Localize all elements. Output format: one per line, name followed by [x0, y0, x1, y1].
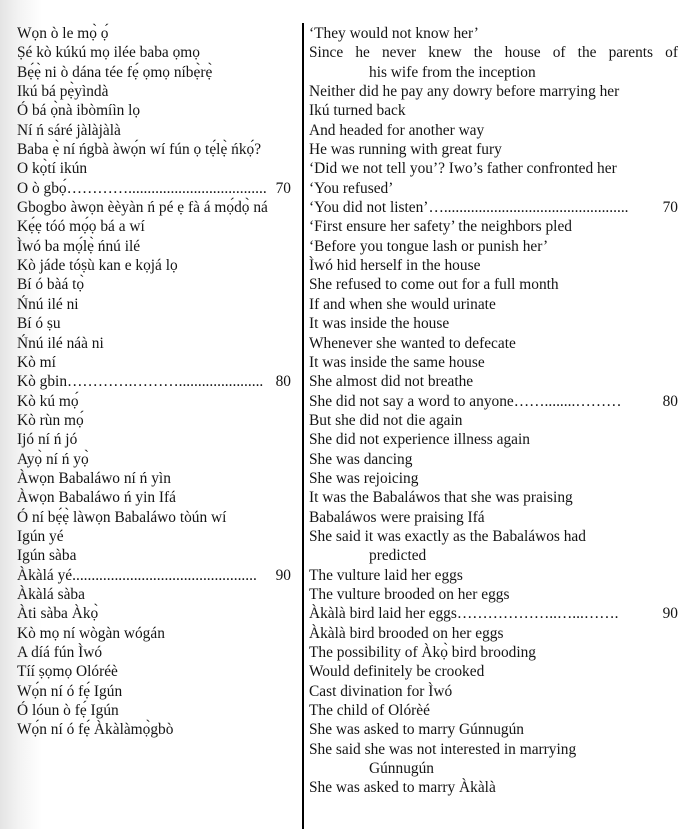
translation-text: She did not say a word to anyone [309, 392, 514, 410]
translation-line: She was rejoicing [309, 469, 419, 487]
verse-line: Ó lóun ò fẹ́ Igún [17, 702, 119, 720]
numbered-translation-line [309, 198, 678, 217]
translation-line: Since he never knew the house of the parents of [309, 44, 678, 62]
verse-line: Baba ẹ̀ ní ńgbà àwọ́n wí fún ọ tẹ́lẹ̀ ńkọ́? [17, 141, 262, 159]
verse-line: Kò rùn mọ́ [17, 411, 84, 429]
verse-line: Bí ó ṣu [17, 315, 61, 333]
verse-line: Àti sàba Àkọ̀ [17, 605, 99, 623]
numbered-translation-line [309, 392, 678, 411]
translation-line: It was inside the same house [309, 353, 485, 371]
numbered-translation-line [309, 604, 678, 623]
leader-dots: ………………..…...……. [456, 605, 619, 623]
translation-line: She said it was exactly as the Babaláwos had [309, 527, 586, 545]
translation-line: She was dancing [309, 450, 413, 468]
verse-line: Igún yé [17, 527, 64, 545]
verse-line: Bí ó bàá tọ̀ [17, 276, 85, 294]
english-translation-column [309, 24, 678, 798]
translation-line: And headed for another way [309, 121, 485, 139]
translation-line: She was asked to marry Gúnnugún [309, 721, 525, 739]
leader-dots: ………….................................... [66, 179, 267, 197]
verse-line: Ní ń sáré jàlàjàlà [17, 121, 121, 139]
translation-line: The vulture laid her eggs [309, 566, 463, 584]
translation-line: She almost did not breathe [309, 373, 474, 391]
numbered-verse-line [17, 179, 291, 198]
translation-line: She refused to come out for a full month [309, 276, 559, 294]
translation-text: ‘You did not listen’ [309, 199, 429, 217]
translation-line: It was inside the house [309, 315, 450, 333]
line-number: 70 [275, 179, 291, 197]
translation-line: Whenever she wanted to defecate [309, 334, 516, 352]
verse-text: Àkàlá yé [17, 566, 73, 584]
verse-line: Wọ́n ní ó fẹ́ Àkàlàmọ̀gbò [17, 721, 174, 739]
verse-line: Gbogbo àwọn èèyàn ń pé ẹ fà á mọ́dọ̀ ná [17, 199, 268, 217]
verse-line: Ikú bá pẹ̀yìndà [17, 83, 109, 101]
verse-line: Igún sàba [17, 547, 77, 565]
verse-line: Ó ní bẹ́ẹ̀ làwọn Babaláwo tòún wí [17, 508, 227, 526]
translation-line: He was running with great fury [309, 141, 502, 159]
verse-line: Àwọn Babaláwo ní ń yìn [17, 469, 171, 487]
verse-line: Ayọ̀ ní ń yọ̀ [17, 450, 89, 468]
translation-line: Babaláwos were praising Ifá [309, 508, 485, 526]
translation-line: Àkàlà bird brooded on her eggs [309, 624, 504, 642]
line-number: 70 [662, 199, 678, 217]
translation-line: She said she was not interested in marrying [309, 740, 577, 758]
translation-line: Ìwó hid herself in the house [309, 257, 481, 275]
translation-line: Cast divination for Ìwó [309, 682, 453, 700]
verse-line: Kò mọ ní wògàn wógán [17, 624, 165, 642]
yoruba-verse-column [17, 24, 291, 740]
verse-line: Kò kú mọ́ [17, 392, 79, 410]
verse-line: Ńnú ilé ni [17, 295, 79, 313]
verse-line: O kọ̀tí ikún [17, 160, 88, 178]
verse-line: Àkàlá sàba [17, 585, 85, 603]
verse-line: Wọn ò le mọ̀ ọ́ [17, 25, 109, 42]
translation-line: ‘They would not know her’ [309, 25, 479, 42]
translation-line: The vulture brooded on her eggs [309, 585, 510, 603]
verse-line: Kẹ́ẹ tóó mọ́ọ bá a wí [17, 218, 145, 236]
translation-line: ‘First ensure her safety’ the neighbors pled [309, 218, 572, 236]
leader-dots: …................................................ [428, 199, 629, 217]
verse-line: Kò jáde tóṣù kan e kọjá lọ [17, 257, 178, 275]
numbered-verse-line [17, 372, 291, 391]
verse-line: Ìwó ba mọ́lẹ̀ ńnú ilé [17, 237, 141, 255]
verse-line: Ijó ní ń jó [17, 431, 78, 449]
verse-line: Ńnú ilé náà ni [17, 334, 104, 352]
translation-line: ‘You refused’ [309, 179, 394, 197]
verse-line: Tíí ṣọmọ Olóréè [17, 663, 118, 681]
verse-line: Ó bá ọ̀nà ibòmíìn lọ [17, 102, 141, 120]
translation-line: ‘Before you tongue lash or punish her’ [309, 237, 549, 255]
translation-line: It was the Babaláwos that she was praising [309, 489, 573, 507]
verse-line: Kò mí [17, 353, 56, 371]
verse-text: O ò gbọ́ [17, 179, 67, 197]
verse-line: Àwọn Babaláwo ń yin Ifá [17, 489, 176, 507]
translation-line: She did not experience illness again [309, 431, 530, 449]
line-number: 80 [662, 392, 678, 410]
leader-dots: ………….………...................... [67, 373, 264, 391]
verse-line: Bẹ́ẹ̀ ni ò dána tée fẹ́ ọmọ níbẹ̀rẹ̀ [17, 63, 213, 81]
line-number: 80 [275, 373, 291, 391]
translation-line: The possibility of Àkọ̀ bird brooding [309, 644, 536, 661]
verse-line: Wọ́n ní ó fẹ́ Igún [17, 682, 123, 700]
translation-text: Àkàlà bird laid her eggs [309, 605, 457, 623]
translation-line: Would definitely be crooked [309, 663, 485, 681]
translation-line: Ikú turned back [309, 102, 406, 120]
translation-line: If and when she would urinate [309, 295, 496, 313]
translation-line: The child of Olórèé [309, 702, 430, 720]
translation-line-continuation: Gúnnugún [369, 760, 434, 778]
translation-line-continuation: predicted [369, 547, 427, 565]
numbered-verse-line [17, 566, 291, 585]
verse-line: A díá fún Ìwó [17, 644, 103, 661]
translation-line: ‘Did we not tell you’? Iwo’s father confronted her [309, 160, 617, 178]
line-number: 90 [662, 605, 678, 623]
verse-text: Kò gbin [17, 373, 68, 391]
column-divider [302, 23, 304, 829]
translation-line: But she did not die again [309, 411, 463, 429]
translation-line: She was asked to marry Àkàlà [309, 779, 496, 797]
verse-line: Ṣé kò kúkú mọ ilée baba ọmọ [17, 44, 200, 62]
leader-dots: ……........……… [513, 392, 622, 410]
translation-line-continuation: his wife from the inception [369, 63, 536, 81]
leader-dots: ................................................ [72, 566, 257, 584]
line-number: 90 [275, 566, 291, 584]
translation-line: Neither did he pay any dowry before marrying her [309, 83, 620, 101]
